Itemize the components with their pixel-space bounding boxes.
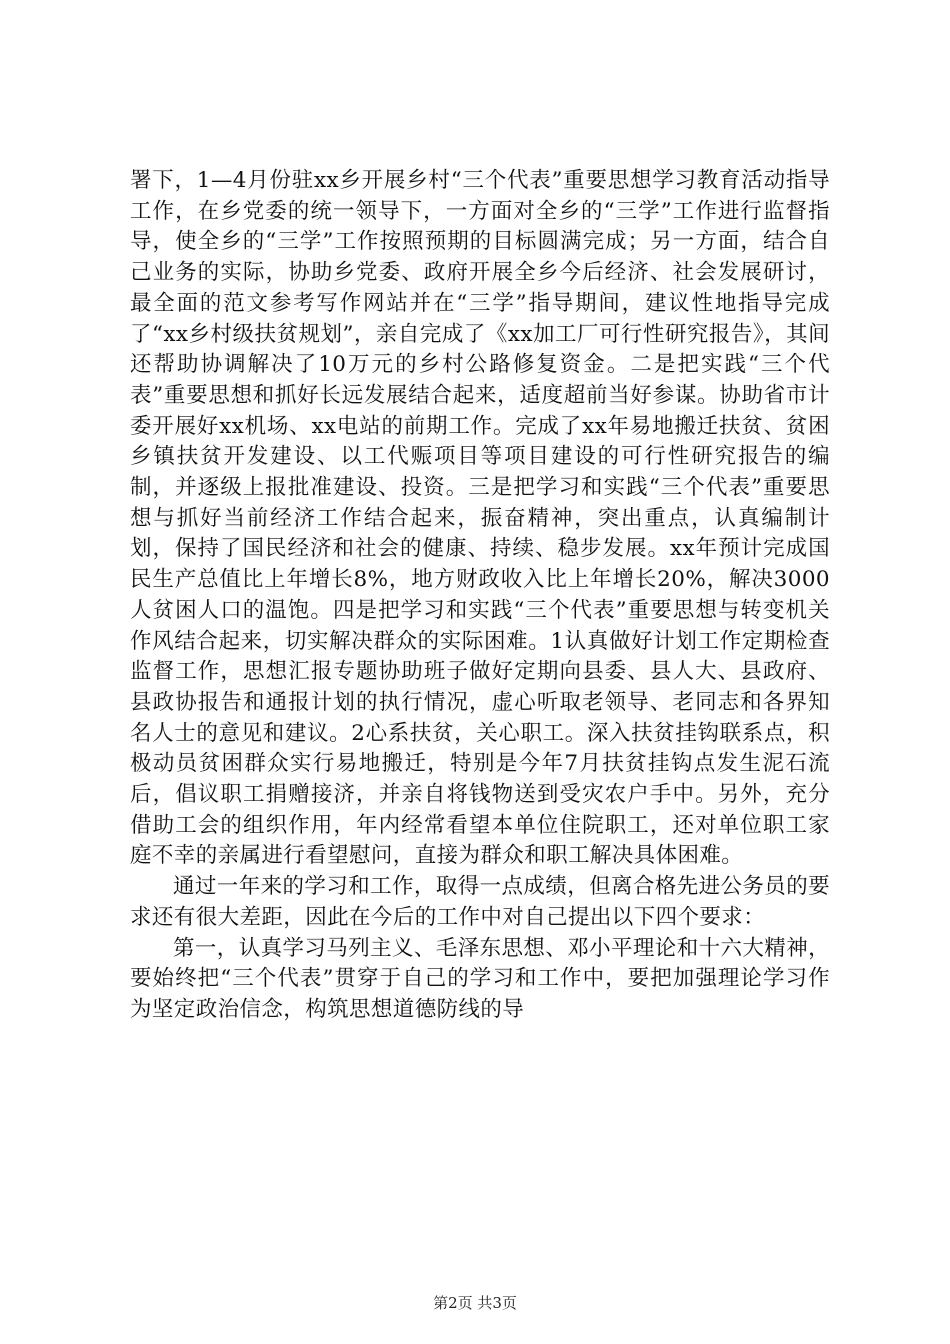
paragraph-3: 第一，认真学习马列主义、毛泽东思想、邓小平理论和十六大精神，要始终把“三个代表”贯穿于自己的学习和工作中，要把加强理论学习作为坚定政治信念，构筑思想道德防线的导 bbox=[130, 935, 831, 1022]
page-footer: 第2页 共3页 bbox=[433, 1294, 517, 1312]
paragraph-1: 署下，1—4月份驻xx乡开展乡村“三个代表”重要思想学习教育活动指导工作，在乡党委的统一领导下，一方面对全乡的“三学”工作进行监督指导，使全乡的“三学”工作按照预期的目标圆满完成；另一方面，结合自己业务的实际，协助乡党委、政府开展全乡今后经济、社会发展研讨，最全面的范文参考写作网站并在“三学”指导期间，建议性地指导完成了“xx乡村级扶贫规划”，亲自完成了《xx加工厂可行性研究报告》，其间还帮助协调解决了10万元的乡村公路修复资金。二是把实践“三个代表”重要思想和抓好长远发展结合起来，适度超前当好参谋。协助省市计委开展好xx机场、xx电站的前期工作。完成了xx年易地搬迁扶贫、贫困乡镇扶贫开发建设、以工代赈项目等项目建设的可行性研究报告的编制，并逐级上报批准建设、投资。三是把学习和实践“三个代表”重要思想与抓好当前经济工作结合起来，振奋精神，突出重点，认真编制计划，保持了国民经济和社会的健康、持续、稳步发展。xx年预计完成国民生产总值比上年增长8%，地方财政收入比上年增长20%，解决3000人贫困人口的温饱。四是把学习和实践“三个代表”重要思想与转变机关作风结合起来，切实解决群众的实际困难。1认真做好计划工作定期检查监督工作，思想汇报专题协助班子做好定期向县委、县人大、县政府、县政协报告和通报计划的执行情况，虚心听取老领导、老同志和各界知名人士的意见和建议。2心系扶贫，关心职工。深入扶贫挂钩联系点，积极动员贫困群众实行易地搬迁，特别是今年7月扶贫挂钩点发生泥石流后，倡议职工捐赠接济，并亲自将钱物送到受灾农户手中。另外，充分借助工会的组织作用，年内经常看望本单位住院职工，还对单位职工家庭不幸的亲属进行看望慰问，直接为群众和职工解决具体困难。 bbox=[130, 168, 830, 869]
paragraph-2: 通过一年来的学习和工作，取得一点成绩，但离合格先进公务员的要求还有很大差距，因此在今后的工作中对自己提出以下四个要求： bbox=[130, 874, 831, 930]
document-body bbox=[130, 166, 830, 1026]
